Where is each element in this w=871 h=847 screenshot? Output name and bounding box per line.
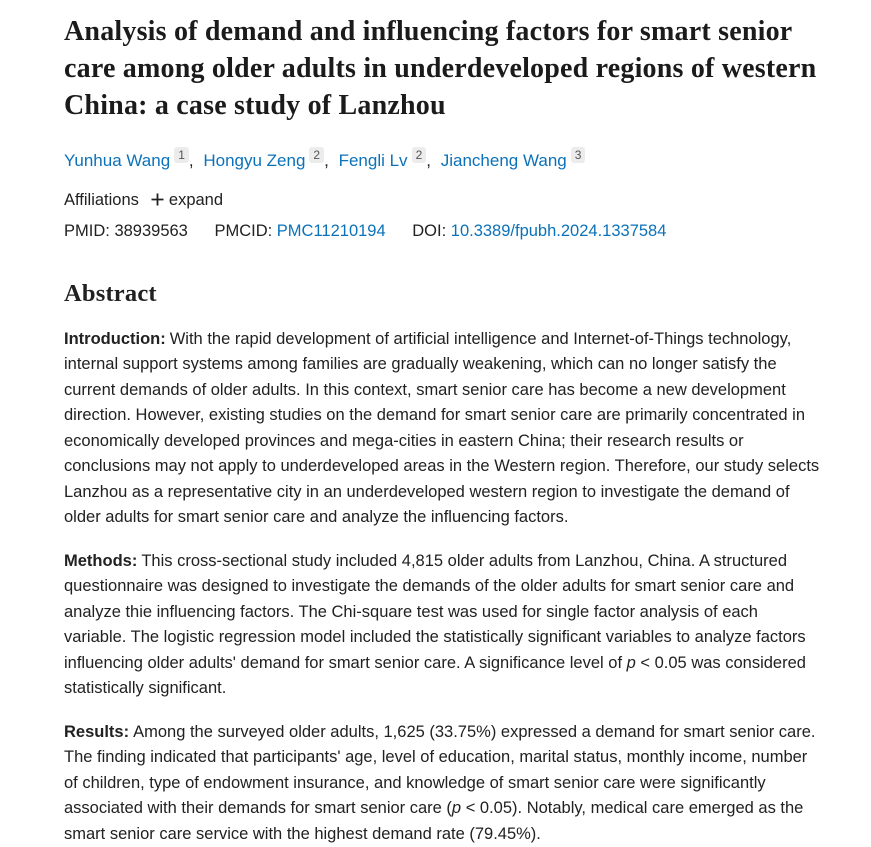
pmcid-label: PMCID: — [214, 221, 273, 240]
author-link[interactable]: Yunhua Wang — [64, 150, 171, 170]
author-link[interactable]: Hongyu Zeng — [203, 150, 306, 170]
pmid-value: 38939563 — [114, 221, 188, 240]
section-text: < 0.05 was considered statistically significant. — [64, 653, 806, 698]
doi-label: DOI: — [412, 221, 447, 240]
article-title: Analysis of demand and influencing factors for smart senior care among older adults in underdeveloped regions of western China: a case study of Lanzhou — [64, 16, 817, 121]
affiliations-row — [64, 189, 821, 211]
author-link[interactable]: Jiancheng Wang — [440, 150, 567, 170]
author-separator: , — [324, 150, 329, 170]
identifiers-row — [64, 220, 821, 242]
section-text: < 0.05). Notably, medical care emerged as the smart senior care service with the highest demand rate (79.45%). — [64, 799, 804, 843]
section-label: Methods: — [64, 551, 138, 570]
pmid-item — [64, 222, 188, 240]
section-text: Among the surveyed older adults, 1,625 (33.75%) expressed a demand for smart senior care. The finding indicated that participants' age, level of education, marital status, monthly income, number of children, type of endowment insurance, and knowledge of smart senior care were significantly associated with their demands for smart senior care ( — [64, 722, 816, 818]
author-separator: , — [426, 150, 431, 170]
plus-icon — [151, 193, 164, 206]
author-link[interactable]: Fengli Lv — [338, 150, 408, 170]
pmcid-link[interactable]: PMC11210194 — [276, 221, 386, 240]
affiliations-label: Affiliations — [64, 190, 139, 209]
author-item — [338, 148, 436, 170]
section-text: This cross-sectional study included 4,815 older adults from Lanzhou, China. A structured questionnaire was designed to investigate the demands of the older adults for smart senior care and analyze thie influencing factors. The Chi-square test was used for single factor analysis of each variable. The logistic regression model included the statistically significant variables to analyze factors influencing older adults' demand for smart senior care. A significance level of — [64, 551, 806, 672]
author-separator: , — [188, 150, 194, 170]
author-affiliation-badge: 2 — [412, 147, 427, 163]
author-item — [203, 148, 334, 170]
section-label: Introduction: — [64, 329, 166, 348]
italic-p: p — [626, 653, 636, 672]
expand-affiliations-button[interactable] — [151, 189, 223, 211]
section-label: Results: — [64, 722, 130, 741]
abstract-section-methods — [64, 549, 821, 702]
author-item — [64, 148, 199, 170]
section-text: With the rapid development of artificial intelligence and Internet-of-Things technology, internal support systems among families are gradually weakening, which can no longer satisfy the current demands of older adults. In this context, smart senior care has become a new development direction. However, existing studies on the demand for smart senior care are primarily concentrated in economically developed provinces and mega-cities in eastern China; their research results or conclusions may not apply to underdeveloped areas in the Western region. Therefore, our study selects Lanzhou as a representative city in an underdeveloped western region to investigate the demand of older adults for smart senior care and analyze the influencing factors. — [64, 329, 820, 527]
authors-list — [64, 147, 821, 173]
author-affiliation-badge: 1 — [174, 147, 189, 163]
author-affiliation-badge: 3 — [571, 147, 586, 163]
italic-p: p — [451, 799, 462, 818]
doi-item — [412, 222, 666, 240]
abstract-section-results — [64, 720, 821, 847]
pmid-label: PMID: — [64, 221, 110, 240]
abstract-section-introduction — [64, 327, 821, 531]
pmcid-item — [214, 222, 385, 240]
doi-link[interactable]: 10.3389/fpubh.2024.1337584 — [450, 221, 667, 240]
expand-label: expand — [168, 190, 224, 209]
author-affiliation-badge: 2 — [309, 147, 324, 163]
author-item — [440, 148, 586, 170]
abstract-heading: Abstract — [64, 279, 157, 307]
